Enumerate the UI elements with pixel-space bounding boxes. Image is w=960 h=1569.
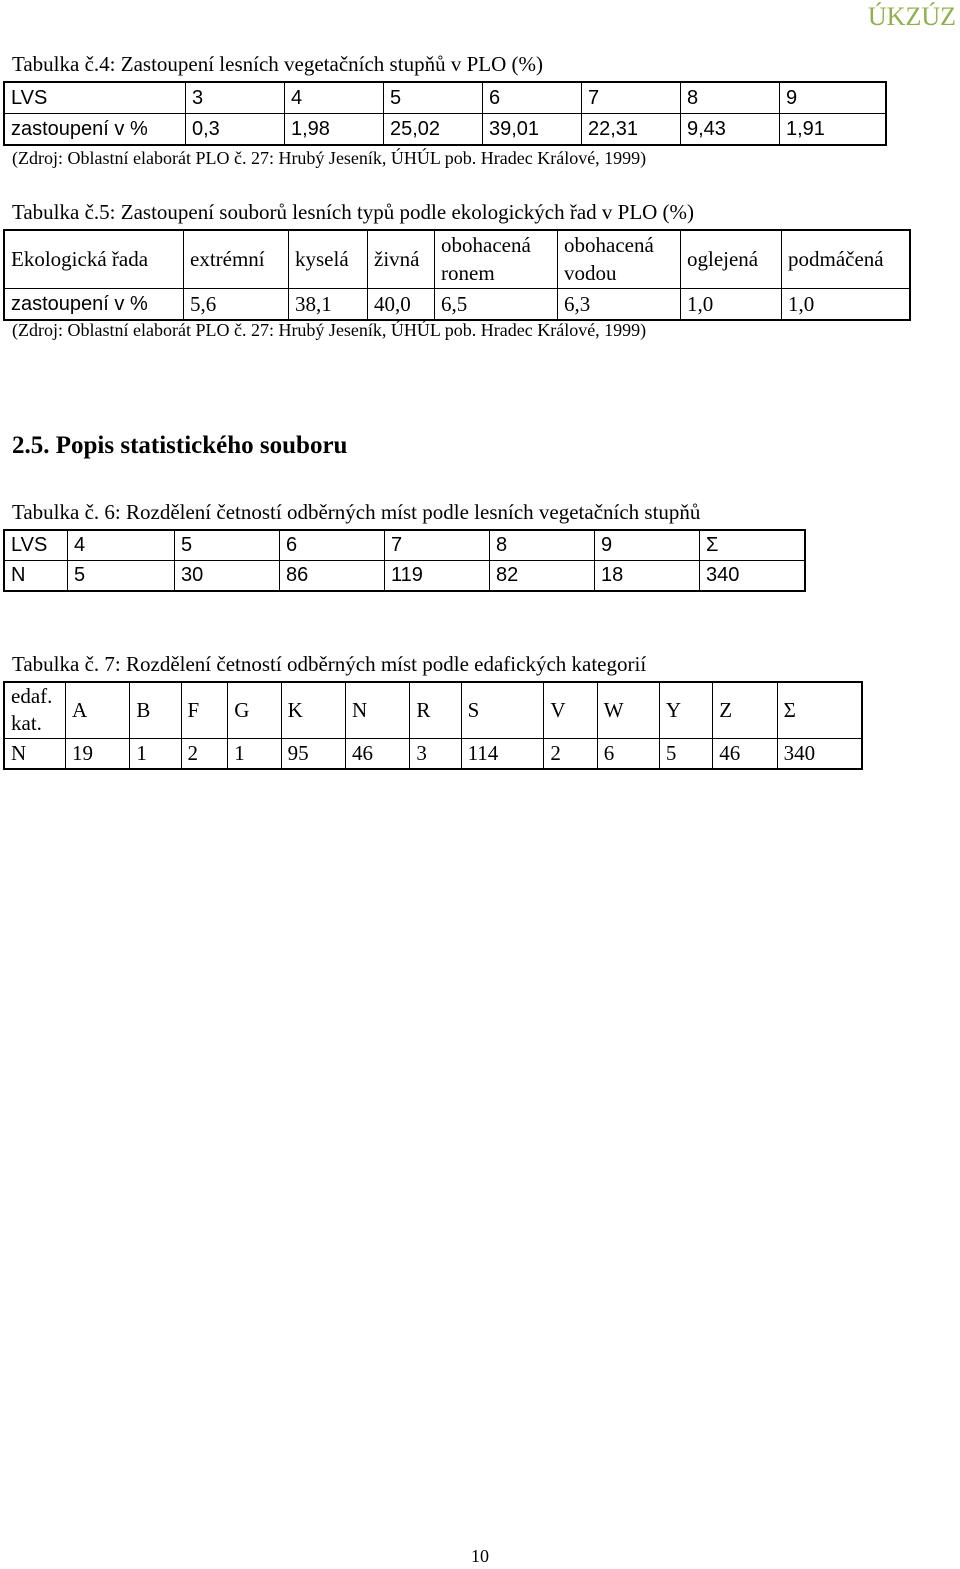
table7-cell: edaf. kat. bbox=[5, 683, 66, 739]
table6-cell: 8 bbox=[490, 531, 595, 561]
table7-cell: 46 bbox=[713, 738, 777, 768]
table4-cell: 6 bbox=[483, 83, 582, 114]
table4-cell: 25,02 bbox=[384, 114, 483, 145]
table7-cell: G bbox=[228, 683, 281, 739]
table7-cell: 6 bbox=[597, 738, 659, 768]
table6-row-lvs bbox=[5, 531, 805, 561]
table6-caption: Tabulka č. 6: Rozdělení četností odběrných míst podle lesních vegetačních stupňů bbox=[12, 500, 701, 524]
table7-cell: N bbox=[346, 683, 410, 739]
table6-cell: N bbox=[5, 561, 68, 591]
table7-cell: V bbox=[544, 683, 597, 739]
table6-cell: Σ bbox=[700, 531, 805, 561]
table7-cell: 46 bbox=[346, 738, 410, 768]
table7-cell: 114 bbox=[461, 738, 544, 768]
table7-row-category bbox=[5, 683, 862, 739]
table7-cell: 340 bbox=[777, 738, 861, 768]
table4-cell: 39,01 bbox=[483, 114, 582, 145]
table5-cell: 5,6 bbox=[184, 289, 289, 320]
table5 bbox=[4, 230, 910, 320]
table6-cell: 30 bbox=[175, 561, 280, 591]
table6-row-n bbox=[5, 561, 805, 591]
table4-cell: 8 bbox=[681, 83, 780, 114]
table7-cell: Σ bbox=[777, 683, 861, 739]
table5-caption: Tabulka č.5: Zastoupení souborů lesních typů podle ekologických řad v PLO (%) bbox=[12, 200, 695, 224]
table5-source: (Zdroj: Oblastní elaborát PLO č. 27: Hrubý Jeseník, ÚHÚL pob. Hradec Králové, 1999) bbox=[12, 320, 647, 340]
table5-header-cell: obohacená ronem bbox=[435, 231, 558, 289]
table7-cell: 1 bbox=[228, 738, 281, 768]
section-heading: 2.5. Popis statistického souboru bbox=[12, 432, 348, 459]
table7-cell: 3 bbox=[410, 738, 461, 768]
table6-cell: 4 bbox=[68, 531, 175, 561]
table7-cell: K bbox=[281, 683, 345, 739]
table5-cell: 38,1 bbox=[289, 289, 368, 320]
table4-cell: 5 bbox=[384, 83, 483, 114]
header-mark: ÚKZÚZ bbox=[867, 2, 956, 31]
table7-cell: 2 bbox=[181, 738, 228, 768]
table5-header-cell: obohacená vodou bbox=[558, 231, 681, 289]
table4-cell: 9 bbox=[780, 83, 886, 114]
table4-cell: zastoupení v % bbox=[5, 114, 186, 145]
table6-cell: 9 bbox=[595, 531, 700, 561]
table5-header-row bbox=[5, 231, 910, 289]
table6-cell: 119 bbox=[385, 561, 490, 591]
table7-cell: S bbox=[461, 683, 544, 739]
table7-cell: 5 bbox=[659, 738, 712, 768]
table6-cell: 340 bbox=[700, 561, 805, 591]
table4-row-share bbox=[5, 114, 886, 145]
table6 bbox=[4, 530, 805, 591]
table6-cell: 82 bbox=[490, 561, 595, 591]
table5-cell: zastoupení v % bbox=[5, 289, 184, 320]
table7-cell: 95 bbox=[281, 738, 345, 768]
table7-cell: F bbox=[181, 683, 228, 739]
table5-cell: 6,5 bbox=[435, 289, 558, 320]
table5-header-cell: extrémní bbox=[184, 231, 289, 289]
table5-header-cell: podmáčená bbox=[782, 231, 910, 289]
table5-cell: 1,0 bbox=[681, 289, 782, 320]
table5-header-cell: živná bbox=[368, 231, 435, 289]
table7-cell: 2 bbox=[544, 738, 597, 768]
table5-cell: 6,3 bbox=[558, 289, 681, 320]
table7-cell: B bbox=[130, 683, 181, 739]
table4 bbox=[4, 82, 886, 145]
table4-cell: LVS bbox=[5, 83, 186, 114]
table4-cell: 1,91 bbox=[780, 114, 886, 145]
table7-caption: Tabulka č. 7: Rozdělení četností odběrných míst podle edafických kategorií bbox=[12, 652, 647, 676]
table7-cell: A bbox=[66, 683, 130, 739]
table5-header-cell: kyselá bbox=[289, 231, 368, 289]
table7-row-n bbox=[5, 738, 862, 768]
table7-cell: Z bbox=[713, 683, 777, 739]
table6-cell: 5 bbox=[68, 561, 175, 591]
table4-cell: 3 bbox=[186, 83, 285, 114]
table7 bbox=[4, 682, 862, 769]
table4-caption: Tabulka č.4: Zastoupení lesních vegetačních stupňů v PLO (%) bbox=[12, 52, 543, 76]
table6-cell: 86 bbox=[280, 561, 385, 591]
table6-cell: 5 bbox=[175, 531, 280, 561]
table4-row-lvs bbox=[5, 83, 886, 114]
table5-cell: 1,0 bbox=[782, 289, 910, 320]
table5-value-row bbox=[5, 289, 910, 320]
table7-cell: R bbox=[410, 683, 461, 739]
table4-cell: 1,98 bbox=[285, 114, 384, 145]
table5-header-cell: oglejená bbox=[681, 231, 782, 289]
table5-cell: 40,0 bbox=[368, 289, 435, 320]
table7-cell: Y bbox=[659, 683, 712, 739]
table4-cell: 7 bbox=[582, 83, 681, 114]
page-number: 10 bbox=[471, 1546, 489, 1566]
table7-cell: 19 bbox=[66, 738, 130, 768]
table6-cell: LVS bbox=[5, 531, 68, 561]
table4-cell: 22,31 bbox=[582, 114, 681, 145]
table7-cell: N bbox=[5, 738, 66, 768]
table6-cell: 18 bbox=[595, 561, 700, 591]
table4-source: (Zdroj: Oblastní elaborát PLO č. 27: Hrubý Jeseník, ÚHÚL pob. Hradec Králové, 1999) bbox=[12, 148, 647, 168]
table7-cell: W bbox=[597, 683, 659, 739]
table4-cell: 9,43 bbox=[681, 114, 780, 145]
table6-cell: 7 bbox=[385, 531, 490, 561]
table7-cell: 1 bbox=[130, 738, 181, 768]
table4-cell: 4 bbox=[285, 83, 384, 114]
table4-cell: 0,3 bbox=[186, 114, 285, 145]
table6-cell: 6 bbox=[280, 531, 385, 561]
table5-header-cell: Ekologická řada bbox=[5, 231, 184, 289]
